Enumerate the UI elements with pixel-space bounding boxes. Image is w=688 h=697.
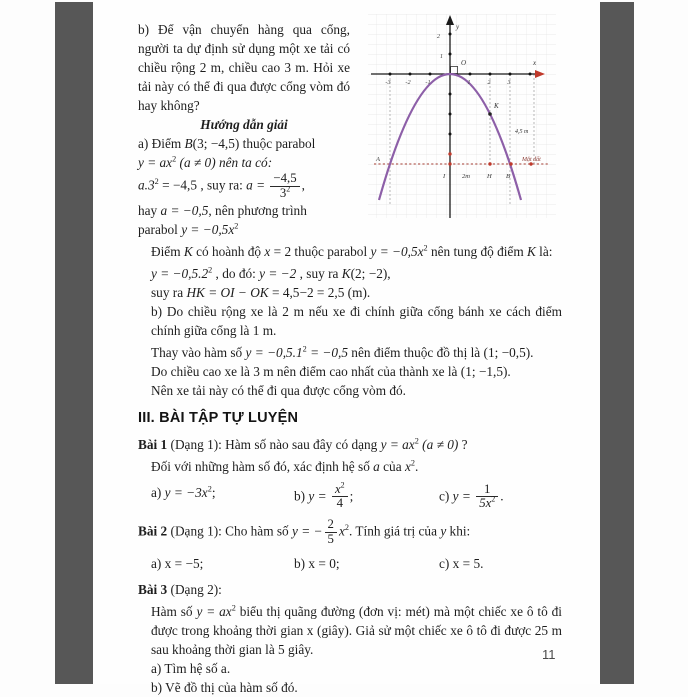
page-content [138, 10, 562, 697]
math-var: x [334, 481, 341, 496]
exponent: 2 [208, 265, 213, 275]
text-fragment: , suy ra [296, 265, 342, 281]
math-var: K [526, 243, 536, 259]
tick-dot [529, 73, 532, 76]
math-var: K [183, 243, 193, 259]
y-tick-1: 1 [439, 53, 443, 60]
text-fragment: Hàm số [151, 603, 197, 619]
fraction [476, 483, 498, 512]
math-expression: (a ≠ 0) [418, 436, 459, 452]
text-fragment: = −4,5 , suy ra: [158, 177, 247, 193]
exercise-3-title [138, 580, 562, 599]
exponent: 2 [491, 495, 496, 505]
solution-line-t2: Do chiều cao xe là 3 m nên điểm cao nhất của thành xe là (1; −1,5). [151, 363, 511, 379]
y-tick-2: 2 [436, 33, 440, 40]
tick-dot [449, 33, 452, 36]
exercise-label: Bài 2 [138, 523, 168, 539]
exponent: 2 [340, 480, 345, 490]
parabola-graph [366, 14, 558, 224]
exercise-3-text [138, 602, 562, 659]
tick-dot [389, 73, 392, 76]
text-fragment: a) Điểm [138, 136, 185, 151]
math-expression: y = −3x [164, 484, 208, 500]
text-fragment: Cho hàm số [225, 523, 293, 539]
solution-line-k1 [138, 242, 562, 261]
exponent: 2 [154, 176, 159, 186]
text-fragment: biểu thị quãng đường (đơn vị: mét) mà một chiếc xe ô tô đi được trong khoảng thời gian x (giây). Giả sử một chiếc xe ô tô đi được 25 m sau khoảng thời gian là 5 giây. [151, 603, 562, 657]
tick-dot [469, 73, 472, 76]
math-expression: y = − [292, 523, 323, 539]
point-H-label: H [487, 173, 492, 180]
math-expression: y = [308, 487, 330, 503]
text-fragment: khi: [446, 523, 471, 539]
text-fragment: Đối với những hàm số đó, xác định hệ số [151, 458, 374, 474]
text-fragment: , nên phương trình [208, 202, 307, 218]
fraction-numerator: 1 [476, 483, 498, 498]
text-fragment: 3 [279, 185, 287, 200]
text-fragment: , [301, 177, 305, 193]
text-fragment: nên điểm thuộc đồ thị là (1; −0,5). [347, 344, 534, 360]
text-fragment: (Dạng 1): [167, 436, 226, 452]
exercise-1-title [138, 435, 562, 454]
x-axis-label: x [533, 59, 537, 67]
text-fragment: nên tung độ điểm [427, 243, 527, 259]
math-var: a = [246, 177, 269, 193]
text-fragment: = 2 thuộc parabol [270, 243, 371, 259]
text-fragment: a) [151, 484, 165, 500]
option-1b [294, 480, 439, 512]
red-dot [448, 152, 451, 155]
text-fragment: Điểm [151, 243, 184, 259]
fraction-denominator: 5 [327, 532, 334, 547]
fraction [270, 172, 299, 201]
math-expression: y = −0,5x [370, 243, 424, 259]
tick-dot [449, 133, 452, 136]
text-fragment: hay [138, 202, 161, 218]
ground-label: Mặt đất [522, 157, 541, 163]
point-I-label: I [443, 173, 446, 180]
text-fragment: là: [535, 243, 553, 259]
solution-line-k3 [138, 283, 562, 302]
math-expression: y = −2 [259, 265, 297, 281]
solution-line-a4 [138, 201, 350, 220]
x-tick-1: 1 [467, 79, 471, 86]
math-expression: y = −0,5x [181, 221, 235, 237]
exercise-1-subtext [138, 457, 562, 476]
solution-line-a3 [138, 172, 350, 201]
text-fragment: . Tính giá trị của [348, 523, 441, 539]
text-fragment: b) [294, 487, 309, 503]
text-fragment: của [379, 458, 405, 474]
x-tick-2: 2 [487, 79, 491, 86]
fraction-denominator: 4 [336, 496, 343, 511]
page-number: 11 [542, 647, 556, 662]
point-K-label: K [494, 102, 499, 110]
text-fragment: , do đó: [212, 265, 260, 281]
math-expression: y = ax [196, 603, 232, 619]
option-2b: b) x = 0; [294, 555, 340, 571]
text-fragment: có hoành độ [192, 243, 265, 259]
math-var: x [338, 523, 345, 539]
origin-label: O [461, 59, 467, 67]
fraction-numerator [332, 480, 348, 498]
width-label: 2m [462, 173, 470, 180]
solution-line-t3: Nên xe tải này có thể đi qua được cổng vòm đó. [151, 382, 406, 398]
fraction [325, 518, 337, 547]
text-fragment: (a ≠ 0) nên ta có: [176, 155, 273, 170]
text-fragment: −4,5 [273, 171, 297, 185]
text-fragment: . [500, 487, 504, 503]
tick-dot [449, 93, 452, 96]
text-fragment: parabol [138, 221, 182, 237]
math-expression: y = ax [138, 155, 173, 170]
exponent: 2 [207, 484, 212, 494]
math-var: a [373, 458, 380, 474]
exponent: 2 [344, 523, 349, 533]
option-1a [151, 483, 294, 512]
text-fragment: ? [458, 436, 468, 452]
exercise-2-title [138, 518, 562, 547]
solution-line-a1 [138, 134, 350, 153]
tick-dot [449, 53, 452, 56]
book-right-edge [600, 2, 634, 684]
exercise-3-a: a) Tìm hệ số a. [151, 660, 231, 676]
exponent: 2 [410, 458, 415, 468]
solution-line-k2 [138, 264, 562, 283]
text-fragment: (3; −4,5) thuộc parabol [192, 136, 316, 151]
point-I-dot [448, 162, 451, 165]
exponent: 2 [286, 184, 291, 194]
option-2c: c) x = 5. [439, 555, 484, 571]
book-left-edge [55, 2, 93, 684]
solution-paragraph-b2: b) Do chiều rộng xe là 2 m nếu xe đi chính giữa cổng bánh xe cách điểm chính giữa cổng là 1 m. [151, 303, 562, 338]
problem-b-text: b) Để vận chuyển hàng qua cổng, người ta dự định sử dụng một xe tải có chiều rộng 2 m, chiều cao 3 m. Hỏi xe tải này có thể đi qua được cổng vòm đó hay không? [138, 22, 350, 113]
math-expression: a.3 [138, 177, 155, 193]
x-tick-minus3: -3 [385, 79, 391, 86]
text-fragment: Thay vào hàm số [151, 344, 246, 360]
x-tick-minus2: -2 [405, 79, 411, 86]
text-fragment: suy ra [151, 284, 187, 300]
tick-dot [449, 113, 452, 116]
text-fragment: Hàm số nào sau đây có dạng [225, 436, 381, 452]
option-1c [439, 483, 562, 512]
math-var: x [264, 243, 271, 259]
exponent: 2 [234, 221, 239, 231]
solution-heading: Hướng dẫn giải [200, 117, 288, 132]
y-axis-label: y [456, 23, 460, 31]
math-expression: y = −0,5.1 [245, 344, 303, 360]
math-expression: = −0,5 [306, 344, 348, 360]
text-fragment: = 4,5−2 = 2,5 (m). [268, 284, 371, 300]
point-A-label: A [376, 156, 380, 163]
math-expression: 5x [479, 496, 492, 511]
tick-dot [489, 73, 492, 76]
math-var: x [404, 458, 411, 474]
fraction [332, 480, 348, 512]
math-expression: a = −0,5 [160, 202, 209, 218]
math-expression: y = ax [380, 436, 415, 452]
tick-dot [429, 73, 432, 76]
point-B-label: B [506, 173, 510, 180]
exercise-2-options [138, 554, 562, 573]
exercise-label: Bài 3 [138, 581, 168, 597]
problem-and-figure [138, 20, 562, 239]
exercise-label: Bài 1 [138, 436, 168, 452]
parabola-figure [366, 20, 562, 239]
exponent: 2 [172, 154, 177, 164]
point-B-dot [509, 162, 512, 165]
math-expression: y = −0,5.2 [151, 265, 209, 281]
problem-column [138, 20, 350, 239]
text-fragment: ; [349, 487, 354, 503]
text-fragment: ; [211, 484, 216, 500]
solution-line-t1 [138, 343, 562, 362]
point-H-dot [488, 162, 491, 165]
exponent: 2 [414, 436, 419, 446]
height-label: 4,5 m [515, 129, 529, 135]
x-tick-minus1: -1 [425, 79, 431, 86]
exponent: 2 [302, 344, 307, 354]
exercise-1-options [138, 480, 562, 512]
math-var: y [440, 523, 447, 539]
tick-dot [409, 73, 412, 76]
text-fragment: c) [439, 487, 453, 503]
exponent: 2 [423, 243, 428, 253]
grid [368, 14, 556, 218]
tick-dot [509, 73, 512, 76]
text-fragment: (2; −2), [350, 265, 391, 281]
fraction-denominator [270, 184, 299, 201]
math-expression: HK = OI − OK [186, 284, 269, 300]
math-expression: y = [452, 487, 475, 503]
solution-line-a5 [138, 220, 350, 239]
point-K-dot [488, 112, 492, 116]
fraction-denominator [476, 497, 498, 511]
x-tick-3: 3 [507, 79, 511, 86]
exponent: 2 [231, 603, 236, 613]
text-fragment: (Dạng 1): [167, 523, 226, 539]
math-var: K [341, 265, 351, 281]
text-fragment: (Dạng 2): [167, 581, 222, 597]
solution-line-a2 [138, 153, 350, 172]
text-fragment: . [414, 458, 419, 474]
fraction-numerator: 2 [325, 518, 337, 533]
math-var: B [184, 136, 193, 151]
option-2a: a) x = −5; [151, 555, 204, 571]
section-heading: III. BÀI TẬP TỰ LUYỆN [138, 409, 299, 426]
exercise-3-b: b) Vẽ đồ thị của hàm số đó. [151, 679, 298, 695]
